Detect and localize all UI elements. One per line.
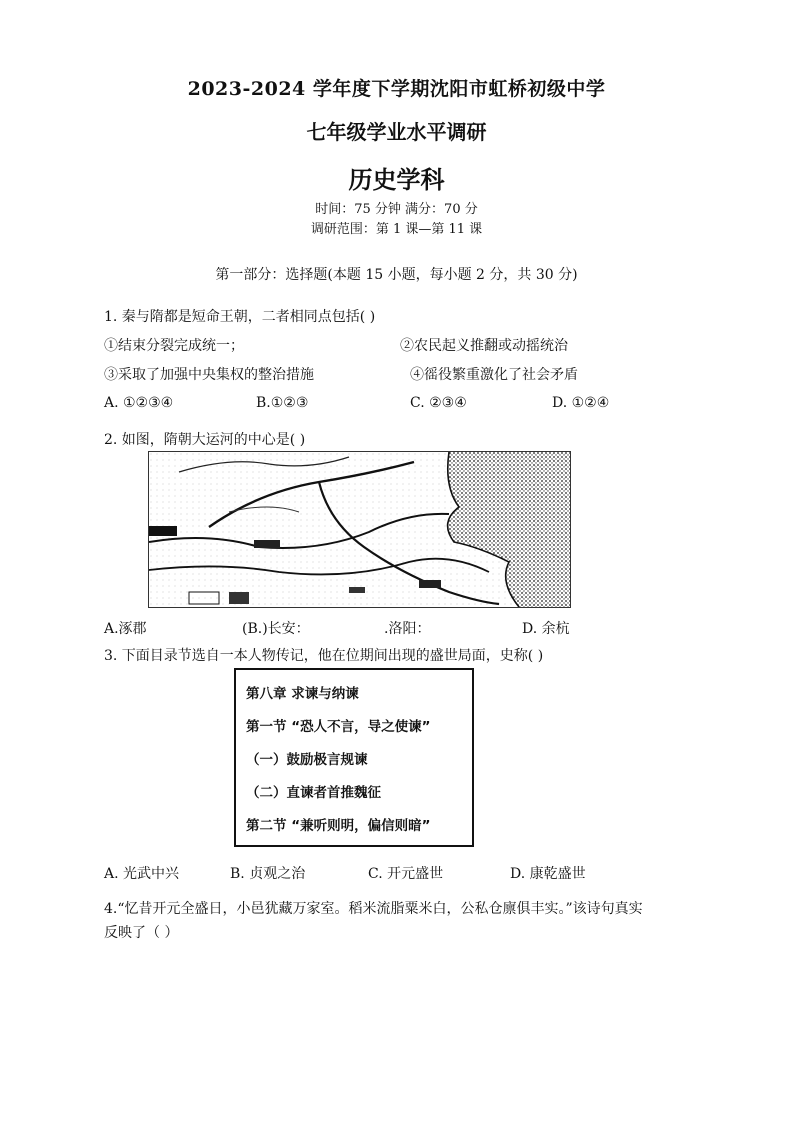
section-heading: 第一部分：选择题(本题 15 小题，每小题 2 分，共 30 分)	[215, 267, 578, 283]
q1-item-4: ④徭役繁重激化了社会矛盾	[410, 367, 578, 383]
q3-option-a[interactable]: A. 光武中兴	[104, 866, 180, 882]
q1-option-d[interactable]: D. ①②④	[552, 395, 610, 411]
q1-item-3: ③采取了加强中央集权的整治措施	[104, 367, 314, 383]
q1-option-b[interactable]: B.①②③	[256, 395, 309, 411]
toc-chapter: 第八章 求谏与纳谏	[246, 686, 359, 702]
map-drawing	[149, 452, 570, 607]
grand-canal-map	[148, 451, 571, 608]
exam-scope: 调研范围：第 1 课—第 11 课	[310, 222, 483, 237]
q3-option-d[interactable]: D. 康乾盛世	[510, 866, 586, 882]
q2-option-d[interactable]: D. 余杭	[522, 621, 570, 637]
q4-stem-line2: 反映了（ ）	[104, 925, 179, 941]
q2-option-a[interactable]: A.涿郡	[104, 621, 147, 637]
toc-section-1: 第一节 “恐人不言，导之使谏”	[246, 719, 431, 735]
toc-section-2: 第二节 “兼听则明，偏信则暗”	[246, 818, 431, 834]
q2-option-b[interactable]: (B.)长安：	[242, 621, 310, 637]
time-score: 时间：75 分钟 满分：70 分	[315, 202, 478, 217]
q2-stem: 2. 如图，隋朝大运河的中心是( )	[104, 432, 306, 448]
q1-item-1: ①结束分裂完成统一；	[104, 338, 244, 354]
q3-option-b[interactable]: B. 贞观之治	[230, 866, 306, 882]
q1-item-2: ②农民起义推翻或动摇统治	[400, 338, 568, 354]
biography-toc	[234, 668, 474, 847]
subject-title: 历史学科	[348, 165, 445, 194]
q4-stem-line1: 4.“忆昔开元全盛日，小邑犹藏万家室。稻米流脂粟米白，公私仓廪俱丰实。”该诗句真实	[104, 901, 643, 917]
q2-option-c[interactable]: .洛阳：	[384, 621, 431, 637]
q1-option-a[interactable]: A. ①②③④	[104, 395, 174, 411]
q3-stem: 3. 下面目录节选自一本人物传记，他在位期间出现的盛世局面，史称( )	[104, 648, 544, 664]
q1-stem: 1. 秦与隋都是短命王朝，二者相同点包括( )	[104, 309, 376, 325]
toc-item-2: （二）直谏者首推魏征	[246, 785, 381, 801]
q1-option-c[interactable]: C. ②③④	[410, 395, 467, 411]
exam-title: 2023-2024 学年度下学期沈阳市虹桥初级中学	[187, 78, 606, 100]
exam-subtitle: 七年级学业水平调研	[306, 120, 487, 144]
q3-option-c[interactable]: C. 开元盛世	[368, 866, 444, 882]
toc-item-1: （一）鼓励极言规谏	[246, 752, 368, 768]
